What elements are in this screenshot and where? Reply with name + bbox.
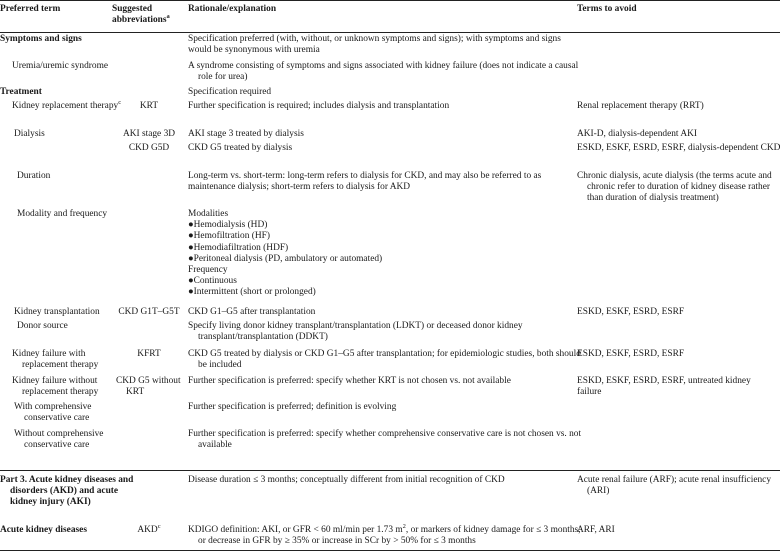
row-term-text: Modality and frequency: [17, 209, 108, 219]
row-avoid: ESKD, ESKF, ESRD, ESRF, untreated kidney failure: [577, 376, 751, 398]
rationale-part-a: KDIGO definition: AKI, or GFR < 60 ml/min per 1.73 m: [188, 525, 403, 535]
row-term: Treatment: [0, 87, 42, 97]
row-avoid: ESKD, ESKF, ESRD, ESRF, dialysis-dependent CKD: [577, 143, 780, 153]
row-avoid: ESKD, ESKF, ESRD, ESRF: [577, 349, 685, 359]
row-term: Dialysis: [14, 129, 45, 139]
header-abbr-line1: Suggested: [112, 4, 153, 14]
row-term: [0, 209, 125, 220]
header-abbr-text: abbreviations: [112, 15, 167, 26]
row-rationale: Specify living donor kidney transplant/transplantation (LDKT) or deceased donor kidney transplant/transplantation (DDKT): [188, 321, 523, 343]
header-terms-to-avoid: Terms to avoid: [577, 4, 637, 14]
row-avoid: AKI-D, dialysis-dependent AKI: [577, 129, 698, 139]
row-rationale: Specification required: [188, 87, 272, 97]
row-rationale: [188, 209, 574, 299]
row-rationale: CKD G5 treated by dialysis or CKD G1–G5 after transplantation; for epidemiologic studies, both should be included: [188, 349, 581, 371]
rationale-part-b: , or markers of kidney damage for ≤ 3 months, or decrease in GFR by ≥ 35% or increase in SCr by > 50% for ≤ 3 months: [198, 525, 581, 547]
row-avoid: ESKD, ESKF, ESRD, ESRF: [577, 307, 685, 317]
section-divider: [0, 470, 780, 471]
row-rationale: CKD G5 treated by dialysis: [188, 143, 293, 153]
modalities-label: Modalities: [188, 209, 229, 219]
row-term: Duration: [17, 171, 51, 181]
row-abbr: [112, 522, 186, 536]
row-rationale: [188, 522, 584, 547]
row-rationale: A syndrome consisting of symptoms and signs associated with kidney failure (does not indicate a causal role for urea): [188, 61, 579, 83]
header-abbr-footnote: a: [166, 13, 170, 21]
row-abbr-text: AKD: [137, 525, 158, 535]
row-rationale: Long-term vs. short-term: long-term refers to dialysis for CKD, and may also be referred to as maintenance dialysis; short-term refers to dialysis for AKD: [188, 171, 542, 193]
header-abbr-line2: [112, 15, 192, 26]
row-abbr: CKD G1T–G5T: [118, 307, 180, 317]
header-preferred-term: Preferred term: [0, 4, 61, 14]
row-term: Donor source: [17, 321, 68, 331]
row-rationale: Further specification is preferred; definition is evolving: [188, 402, 397, 412]
row-term: Part 3. Acute kidney diseases and disorders (AKD) and acute kidney injury (AKI): [0, 475, 134, 508]
row-term: Kidney transplantation: [14, 307, 100, 317]
row-abbr: CKD G5D: [128, 143, 170, 153]
row-term: Acute kidney diseases: [0, 525, 87, 535]
list-item: ●Peritoneal dialysis (PD, ambulatory or automated): [188, 253, 383, 264]
row-term: Symptoms and signs: [0, 34, 82, 44]
row-rationale: Specification preferred (with, without, or unknown symptoms and signs); with symptoms and signs would be synonymous with uremia: [188, 34, 561, 56]
row-avoid: Acute renal failure (ARF); acute renal insufficiency (ARI): [577, 475, 772, 497]
row-rationale: Further specification is preferred: specify whether KRT is not chosen vs. not available: [188, 376, 511, 386]
row-term: [0, 98, 130, 112]
row-term: [0, 402, 122, 424]
row-term: Kidney failure without replacement therapy: [12, 376, 99, 398]
list-item: ●Hemodialysis (HD): [188, 220, 268, 231]
row-abbr: KFRT: [137, 349, 161, 359]
list-item: ●Hemofiltration (HF): [188, 231, 270, 242]
row-rationale: Disease duration ≤ 3 months; conceptually different from initial recognition of CKD: [188, 475, 505, 485]
row-abbr-footnote: c: [157, 522, 161, 530]
header-suggested-abbreviations: [112, 4, 192, 26]
list-item: ●Continuous: [188, 276, 237, 287]
row-avoid: ARF, ARI: [577, 525, 615, 535]
table-header: [0, 0, 780, 33]
row-rationale: AKI stage 3 treated by dialysis: [188, 129, 304, 139]
row-abbr: AKI stage 3D: [122, 129, 176, 139]
row-term-text: With comprehensive conservative care: [14, 402, 92, 424]
row-term-text: Without comprehensive conservative care: [14, 429, 104, 451]
list-item: ●Hemodiafiltration (HDF): [188, 242, 289, 253]
row-avoid: Renal replacement therapy (RRT): [577, 101, 704, 111]
row-abbr: [112, 376, 190, 398]
row-abbr-text: CKD G5 without KRT: [116, 376, 181, 398]
table-bottom-border: [0, 550, 780, 551]
row-avoid: Chronic dialysis, acute dialysis (the terms acute and chronic refer to duration of kidney disease rather than duration of dialysis treatment): [577, 171, 772, 204]
header-rationale: Rationale/explanation: [188, 4, 277, 14]
row-term-footnote: c: [118, 98, 122, 106]
list-item: ●Intermittent (short or prolonged): [188, 287, 316, 298]
row-rationale: Further specification is required; includes dialysis and transplantation: [188, 101, 450, 111]
row-term: [0, 429, 122, 451]
row-abbr: KRT: [139, 101, 159, 111]
row-term: Kidney failure with replacement therapy: [12, 349, 99, 371]
row-term: Uremia/uremic syndrome: [12, 61, 109, 71]
row-rationale: CKD G1–G5 after transplantation: [188, 307, 316, 317]
row-term-text: Kidney replacement therapy: [12, 101, 119, 111]
row-rationale: Further specification is preferred: specify whether comprehensive conservative care is not chosen vs. not available: [188, 429, 582, 451]
rationale-superscript: 2: [402, 522, 406, 530]
frequency-label: Frequency: [188, 265, 228, 276]
